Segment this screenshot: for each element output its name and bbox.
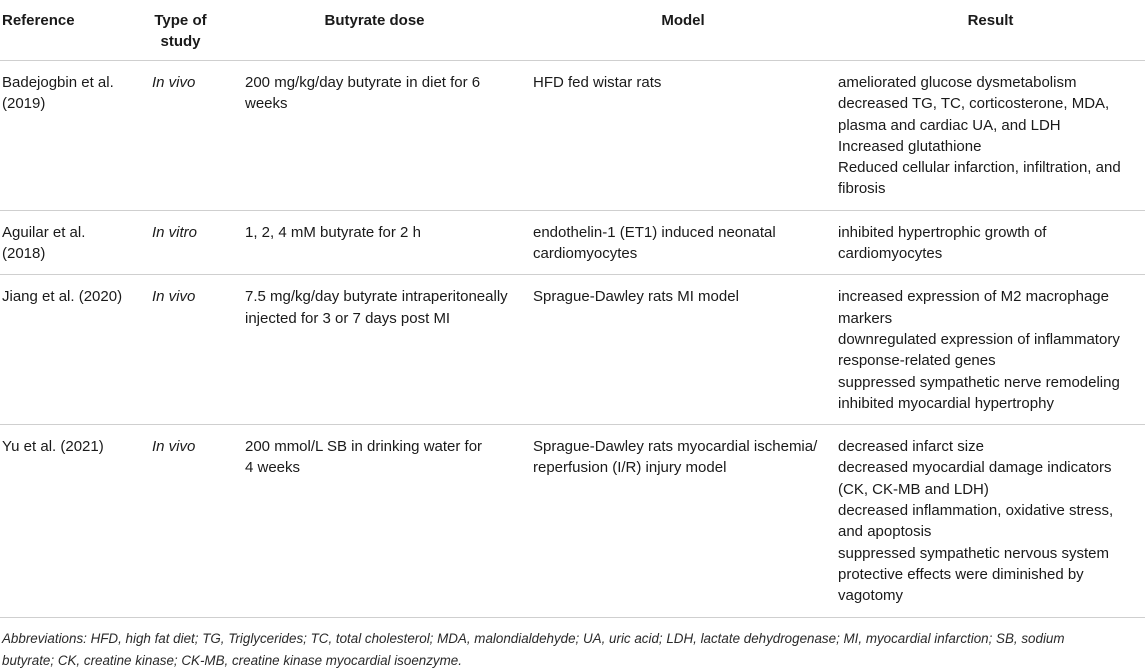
cell-butyrate-dose-line: injected for 3 or 7 days post MI xyxy=(245,309,451,327)
cell-result-line: (CK, CK-MB and LDH) xyxy=(838,480,989,498)
cell-result-line: plasma and cardiac UA, and LDH xyxy=(838,116,1061,134)
cell-result xyxy=(836,210,1145,275)
cell-butyrate-dose-line: 7.5 mg/kg/day butyrate intraperitoneally xyxy=(245,288,508,306)
cell-reference-line: Yu et al. (2021) xyxy=(2,438,104,456)
cell-result-line: downregulated expression of inflammatory xyxy=(838,330,1120,348)
cell-reference-line: Aguilar et al. xyxy=(2,223,86,241)
cell-result-line: decreased inflammation, oxidative stress, xyxy=(838,502,1114,520)
cell-model xyxy=(530,425,836,617)
cell-result-line: vagotomy xyxy=(838,587,904,605)
header-model: Model xyxy=(530,0,836,61)
header-type-line-2: study xyxy=(160,33,201,50)
cell-result-line: ameliorated glucose dysmetabolism xyxy=(838,74,1077,91)
cell-result-line: suppressed sympathetic nerve remodeling xyxy=(838,373,1120,391)
table-row xyxy=(0,210,1145,275)
cell-result-line: Reduced cellular infarction, infiltration, and xyxy=(838,159,1121,177)
cell-result-line: suppressed sympathetic nervous system xyxy=(838,544,1109,562)
cell-model-line: reperfusion (I/R) injury model xyxy=(533,459,727,477)
cell-model-line: Sprague-Dawley rats myocardial ischemia/ xyxy=(533,438,818,456)
cell-reference xyxy=(0,275,142,425)
cell-butyrate-dose xyxy=(219,61,530,211)
cell-butyrate-dose-line: 200 mg/kg/day butyrate in diet for 6 weeks xyxy=(245,74,481,113)
cell-result-line: inhibited myocardial hypertrophy xyxy=(838,394,1054,412)
table-body xyxy=(0,61,1145,618)
cell-butyrate-dose xyxy=(219,425,530,617)
cell-butyrate-dose xyxy=(219,275,530,425)
table-row xyxy=(0,61,1145,211)
cell-result-line: inhibited hypertrophic growth of xyxy=(838,223,1047,241)
table-row xyxy=(0,425,1145,617)
cell-reference-line: Jiang et al. (2020) xyxy=(2,288,123,306)
cell-model-line: endothelin-1 (ET1) induced neonatal xyxy=(533,223,776,241)
cell-result-line: decreased myocardial damage indicators xyxy=(838,459,1112,477)
cell-reference xyxy=(0,425,142,617)
cell-result-line: and apoptosis xyxy=(838,523,932,541)
cell-model xyxy=(530,61,836,211)
cell-result-line: response-related genes xyxy=(838,352,996,370)
table-header-row xyxy=(0,0,1145,61)
cell-model-line: cardiomyocytes xyxy=(533,245,638,263)
header-reference: Reference xyxy=(0,0,142,61)
cell-reference-line: Badejogbin et al. xyxy=(2,74,114,91)
header-type-of-study xyxy=(142,0,219,61)
cell-reference-line: (2019) xyxy=(2,95,46,113)
cell-result xyxy=(836,275,1145,425)
cell-result-line: fibrosis xyxy=(838,180,886,198)
cell-reference xyxy=(0,61,142,211)
footnote-line-2: butyrate; CK, creatine kinase; CK-MB, creatine kinase myocardial isoenzyme. xyxy=(2,652,462,668)
cell-butyrate-dose xyxy=(219,210,530,275)
cell-type-of-study: In vivo xyxy=(142,61,219,211)
cell-model-line: HFD fed wistar rats xyxy=(533,74,662,91)
cell-reference xyxy=(0,210,142,275)
header-type-line-1: Type of xyxy=(154,12,207,29)
cell-result-line: increased expression of M2 macrophage xyxy=(838,288,1109,306)
cell-result xyxy=(836,425,1145,617)
cell-model xyxy=(530,275,836,425)
abbreviations-footnote xyxy=(0,618,1145,672)
header-butyrate-dose: Butyrate dose xyxy=(219,0,530,61)
cell-type-of-study: In vitro xyxy=(142,210,219,275)
cell-model xyxy=(530,210,836,275)
cell-result-line: Increased glutathione xyxy=(838,137,982,155)
cell-result-line: cardiomyocytes xyxy=(838,245,943,263)
cell-result-line: decreased infarct size xyxy=(838,438,984,456)
cell-model-line: Sprague-Dawley rats MI model xyxy=(533,288,739,306)
cell-butyrate-dose-line: 1, 2, 4 mM butyrate for 2 h xyxy=(245,223,421,241)
table-row xyxy=(0,275,1145,425)
cell-butyrate-dose-line: 200 mmol/L SB in drinking water for xyxy=(245,438,483,456)
cell-result-line: decreased TG, TC, corticosterone, MDA, xyxy=(838,95,1110,113)
cell-type-of-study: In vivo xyxy=(142,275,219,425)
cell-result-line: markers xyxy=(838,309,893,327)
cell-reference-line: (2018) xyxy=(2,245,46,263)
cell-result-line: protective effects were diminished by xyxy=(838,565,1084,583)
cell-result xyxy=(836,61,1145,211)
header-result: Result xyxy=(836,0,1145,61)
cell-butyrate-dose-line: 4 weeks xyxy=(245,459,301,477)
footnote-line-1: Abbreviations: HFD, high fat diet; TG, Triglycerides; TC, total cholesterol; MDA, malondialdehyde; UA, uric acid; LDH, lactate dehydrogenase; MI, myocardial infarction; SB, sodium xyxy=(2,630,1065,646)
cell-type-of-study: In vivo xyxy=(142,425,219,617)
